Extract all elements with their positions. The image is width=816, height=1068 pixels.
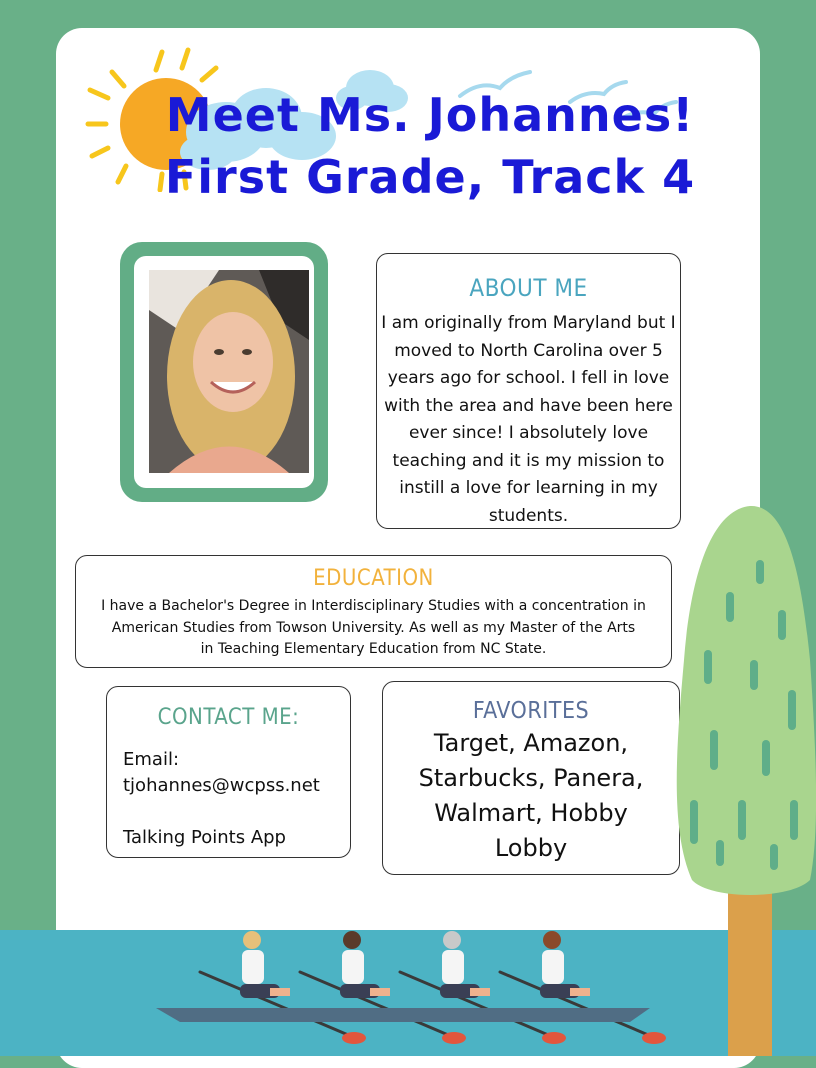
about-line: students. — [488, 505, 569, 526]
education-box — [75, 555, 672, 668]
favorites-box — [382, 681, 680, 875]
email-label: Email: — [123, 749, 180, 770]
teacher-photo — [149, 270, 309, 473]
email-link[interactable]: tjohannes@wcpss.net — [123, 775, 320, 796]
education-heading: EDUCATION — [313, 566, 434, 591]
contact-box — [106, 686, 351, 858]
about-line: moved to North Carolina over 5 — [394, 340, 663, 361]
education-line: in Teaching Elementary Education from NC State. — [200, 641, 547, 657]
education-line: I have a Bachelor's Degree in Interdisciplinary Studies with a concentration in — [101, 598, 646, 614]
about-me-box — [376, 253, 681, 529]
favorites-heading: FAVORITES — [472, 698, 590, 724]
about-line: instill a love for learning in my — [399, 478, 658, 498]
about-line: I am originally from Maryland but I — [381, 313, 676, 333]
favorites-line: Walmart, Hobby — [434, 799, 628, 827]
talking-points-app: Talking Points App — [123, 827, 286, 848]
favorites-line: Lobby — [494, 834, 568, 862]
education-line: American Studies from Towson University. As well as my Master of the Arts — [111, 619, 636, 636]
contact-heading: CONTACT ME: — [157, 705, 300, 730]
page-subtitle: First Grade, Track 4 — [164, 150, 696, 204]
tree-icon — [670, 500, 816, 1056]
page-title: Meet Ms. Johannes! — [165, 88, 695, 142]
rowing-team-icon — [150, 922, 670, 1052]
about-line: ever since! I absolutely love — [408, 423, 649, 443]
about-line: with the area and have been here — [384, 395, 673, 416]
about-line: teaching and it is my mission to — [392, 450, 665, 471]
favorites-line: Target, Amazon, — [433, 729, 629, 757]
favorites-line: Starbucks, Panera, — [418, 764, 644, 792]
about-line: years ago for school. I fell in love — [387, 368, 670, 388]
about-me-heading: ABOUT ME — [469, 274, 588, 302]
